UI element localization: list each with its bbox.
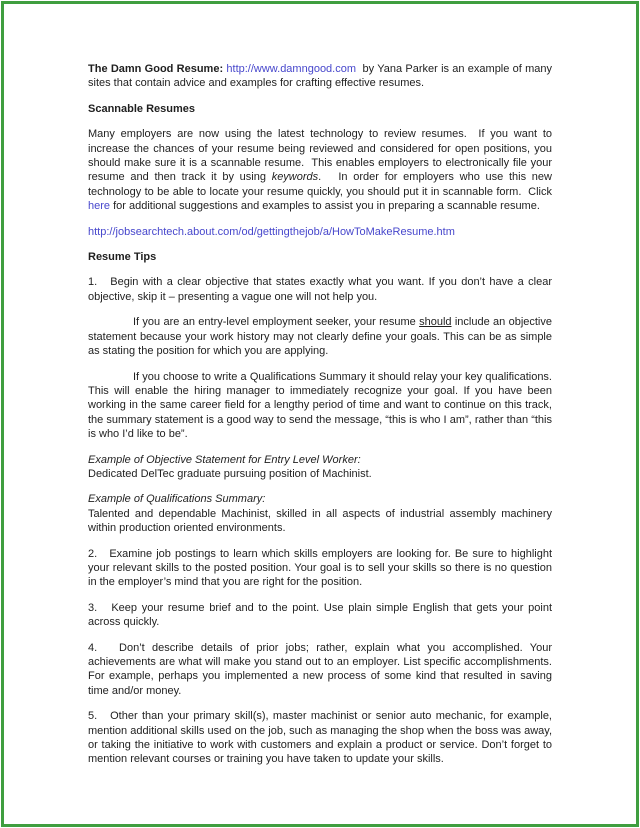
hyperlink[interactable]: http://jobsearchtech.about.com/od/gettingthejob/a/HowToMakeResume.htm [88,225,455,238]
text-run: 1. Begin with a clear objective that states exactly what you want. If you don’t have a clear objective, skip it – presenting a vague one will not help you. [88,276,556,303]
document-content [88,62,556,767]
hyperlink[interactable]: here [88,200,111,213]
text-run: include an objective statement because your work history may not clearly define your goals. This can be as simple as stating the position for which you are applying. [88,316,556,358]
paragraph [88,225,552,239]
section-heading [88,250,552,264]
text-run: Dedicated DelTec graduate pursuing position of Machinist. [88,467,372,480]
section-heading [88,102,552,116]
text-run: If you choose to write a Qualifications Summary it should relay your key qualifications. This will enable the hiring manager to immediately recognize your goal. If you have been working in the same career field for a lengthy period of time and want to continue on this track, the summary statement is a good way to send the message, “this is who I am”, rather than “this is who I’d like to be”. [88,370,556,441]
text-run: . In order for employers who use this new technology to be able to locate your resume quickly, you should put it in scannable form. Click [88,171,556,198]
paragraph [88,547,556,590]
text-run: keywords [271,171,319,184]
paragraph [88,641,556,699]
text-run: Example of Qualifications Summary: [88,493,266,506]
text-run: Many employers are now using the latest technology to review resumes. If you want to increase the chances of your resume being reviewed and considered for open positions, you should make sure it is a scannable resume. This enables employers to electronically file your resume and then track it by using [88,128,556,184]
paragraph [88,709,556,767]
text-run: by Yana Parker is an example of many sites that contain advice and examples for crafting effective resumes. [88,63,556,90]
paragraph [88,62,556,91]
text-run: 5. Other than your primary skill(s), master machinist or senior auto mechanic, for example, mention additional skills used on the job, such as managing the shop when the boss was away, or taking the initiative to work with customers and explain a product or service. Don’t forget to mention relevant courses or training you have taken to update your skills. [88,710,556,766]
text-run: Example of Objective Statement for Entry Level Worker: [88,453,361,466]
text-run: 3. Keep your resume brief and to the point. Use plain simple English that gets your point across quickly. [88,601,556,629]
paragraph [88,127,556,213]
text-run: If you are an entry-level employment seeker, your resume [133,316,420,329]
text-run: The Damn Good Resume: [88,63,227,75]
paragraph [88,275,556,304]
text-run: for additional suggestions and examples to assist you in preparing a scannable resume. [110,200,540,213]
paragraph [88,315,556,358]
text-run: Resume Tips [88,251,157,264]
paragraph [88,601,556,630]
paragraph [88,492,556,535]
text-run: 2. Examine job postings to learn which skills employers are looking for. Be sure to highlight your relevant skills to the posted position. Your goal is to sell your skills so there is no question in the employer’s mind that you are right for the position. [88,547,556,589]
hyperlink[interactable]: http://www.damngood.com [226,63,357,75]
paragraph [88,370,556,442]
paragraph [88,453,552,482]
text-run: 4. Don’t describe details of prior jobs; rather, explain what you accomplished. Your achievements are what will make you stand out to an employer. List specific accomplishments. For example, perhaps you implemented a new process of some kind that resulted in saving time and/or money. [88,641,556,697]
text-run: Scannable Resumes [88,102,195,115]
text-run: should [419,316,452,329]
text-run: Talented and dependable Machinist, skilled in all aspects of industrial assembly machinery within production oriented environments. [88,507,556,535]
